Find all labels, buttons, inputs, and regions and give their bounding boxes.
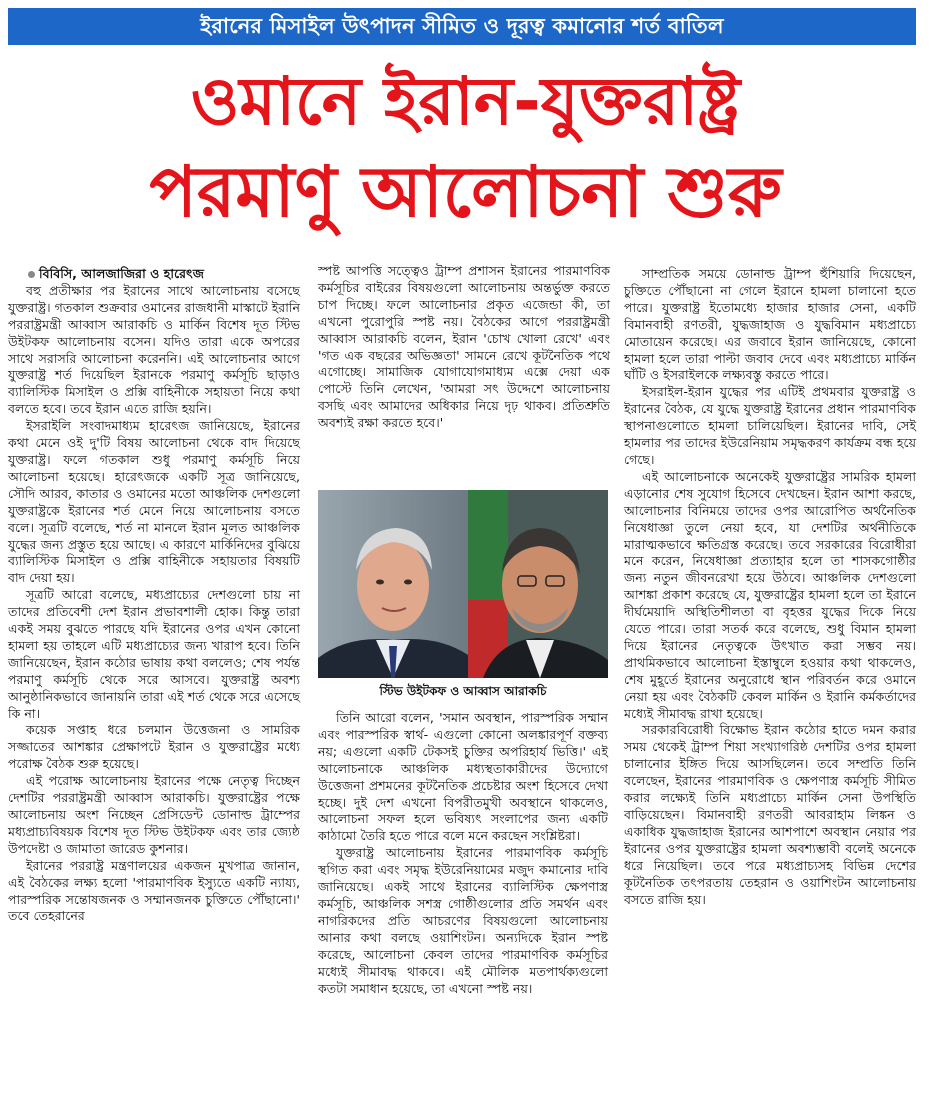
article-column-2-top: [318, 263, 610, 432]
paragraph: সূত্রটি আরো বলেছে, মধ্যপ্রাচ্যের দেশগুলো চায় না তাদের প্রতিবেশী দেশ ইরান প্রভাবশালী হোক। কিন্তু তারা একই সময় বুঝতে পারছে যদি ইরানের ওপর এখন কোনো হামলা হয় তাহলে এটি মধ্যপ্রাচ্যের জন্য খারাপ হবে। তিনি জানিয়েছেন, ইরান কঠোর ভাষায় কথা বললেও; শেষ পর্যন্ত পরমাণু কর্মসূচি থেকে সরে আসবে। যুক্তরাষ্ট্র অবশ্য আনুষ্ঠানিকভাবে জানায়নি তারা এই শর্ত থেকে সরে এসেছে কি না।: [8, 587, 300, 721]
byline: [8, 266, 300, 283]
headline-line-2: পরমাণু আলোচনা শুরু: [149, 151, 782, 233]
paragraph: তিনি আরো বলেন, 'সমান অবস্থান, পারস্পরিক সম্মান এবং পারস্পরিক স্বার্থ- এগুলো কোনো অলঙ্কারপূর্ণ বক্তব্য নয়; এগুলো একটি টেকসই চুক্তির অপরিহার্য ভিত্তি।' এই আলোচনাকে আঞ্চলিক মধ্যস্থতাকারীদের উদ্যোগে উত্তেজনা প্রশমনের কূটনৈতিক প্রচেষ্টার অংশ হিসেবে দেখা হচ্ছে। দুই দেশ এখনো বিপরীতমুখী অবস্থানে থাকলেও, আলোচনা সফল হলে ভবিষ্যৎ সংলাপের জন্য একটি কাঠামো তৈরি হতে পারে বলে মনে করছেন সংশ্লিষ্টরা।: [318, 710, 608, 844]
photo-caption: স্টিভ উইটকফ ও আব্বাস আরাকচি: [379, 684, 547, 698]
headline: [0, 58, 931, 248]
paragraph: ইরানের পররাষ্ট্র মন্ত্রণালয়ের একজন মুখপাত্র জানান, এই বৈঠকের লক্ষ্য হলো 'পারমাণবিক ইস্যুতে একটি ন্যায্য, পারস্পরিক সন্তোষজনক ও সম্মানজনক চুক্তিতে পৌঁছানো।' তবে তেহরানের: [8, 857, 300, 924]
headline-line-1: ওমানে ইরান-যুক্তরাষ্ট্র: [190, 63, 741, 140]
photo-illustration: [318, 490, 608, 678]
paragraph: বহু প্রতীক্ষার পর ইরানের সাথে আলোচনায় বসেছে যুক্তরাষ্ট্র। গতকাল শুক্রবার ওমানের রাজধানী মাস্কাটে ইরানি পররাষ্ট্রমন্ত্রী আব্বাস আরাকচি ও মার্কিন বিশেষ দূত স্টিভ উইটকফ আলোচনায় বসেন। যদিও তারা একে অপরের সাথে সরাসরি আলোচনা করেননি। এই আলোচনার আগে যুক্তরাষ্ট্র শর্ত দিয়েছিল ইরানকে পরমাণু কর্মসূচি ছাড়াও ব্যালিস্টিক মিসাইল ও প্রক্সি বাহিনীকে সহায়তা নিয়ে কথা বলতে হবে। তবে ইরান এতে রাজি হয়নি।: [8, 282, 300, 417]
paragraph: সরকারবিরোধী বিক্ষোভ ইরান কঠোর হাতে দমন করার সময় থেকেই ট্রাম্প শিয়া সংখ্যাগরিষ্ঠ দেশটির ওপর হামলা চালানোর ইঙ্গিত দিয়ে আসছিলেন। তবে সম্প্রতি তিনি বলেছেন, ইরানের পারমাণবিক ও ক্ষেপণাস্ত্র কর্মসূচি সীমিত করার লক্ষ্যেই তিনি মধ্যপ্রাচ্যে মার্কিন সেনা উপস্থিতি বাড়িয়েছেন। বিমানবাহী রণতরী আবরাহাম লিঙ্কন ও একাধিক যুদ্ধজাহাজ ইরানের আশপাশে অবস্থান নেয়ার পর ইরানের ওপর যুক্তরাষ্ট্রের হামলা অবশ্যম্ভাবী বলেই অনেকে ধরে নিয়েছিল। তবে পরে মধ্যপ্রাচ্যসহ বিভিন্ন দেশের কূটনৈতিক তৎপরতায় তেহরান ও ওয়াশিংটন আলোচনায় বসতে রাজি হয়।: [624, 722, 916, 907]
article-photo: [318, 490, 608, 678]
article-column-2-bottom: [318, 710, 608, 997]
paragraph: এই আলোচনাকে অনেকেই যুক্তরাষ্ট্রের সামরিক হামলা এড়ানোর শেষ সুযোগ হিসেবে দেখছেন। ইরান আশা করছে, আলোচনার বিনিময়ে তাদের ওপর আরোপিত অর্থনৈতিক নিষেধাজ্ঞা তুলে নেয়া হবে, যা দেশটির অর্থনীতিকে মারাত্মকভাবে ক্ষতিগ্রস্ত করেছে। তবে সরকারের বিরোধীরা মনে করেন, নিষেধাজ্ঞা প্রত্যাহার হলে তা শাসকগোষ্ঠীর জন্য নতুন জীবনরেখা হয়ে উঠবে। আঞ্চলিক দেশগুলো আশঙ্কা প্রকাশ করেছে যে, যুক্তরাষ্ট্রের হামলা হলে তা ইরানে দীর্ঘমেয়াদি অস্থিতিশীলতা বা বৃহত্তর যুদ্ধের দিকে নিয়ে যেতে পারে। তারা সতর্ক করে বলেছে, শুধু বিমান হামলা দিয়ে ইরানের নেতৃত্বকে উৎখাত করা সম্ভব নয়। প্রাথমিকভাবে আলোচনা ইস্তাম্বুলে হওয়ার কথা থাকলেও, শেষ মুহূর্তে ইরানের অনুরোধে স্থান পরিবর্তন করে ওমানে নেয়া হয় এবং বৈঠকটি কেবল মার্কিন ও ইরানি কর্মকর্তাদের মধ্যেই সীমাবদ্ধ রাখা হয়েছে।: [624, 468, 916, 721]
kicker-banner: ইরানের মিসাইল উৎপাদন সীমিত ও দূরত্ব কমানোর শর্ত বাতিল: [8, 8, 916, 45]
paragraph: কয়েক সপ্তাহ ধরে চলমান উত্তেজনা ও সামরিক সজ্জাতের আশঙ্কার প্রেক্ষাপটে ইরান ও যুক্তরাষ্ট্রের মধ্যে পরোক্ষ বৈঠক শুরু হয়েছে।: [8, 722, 300, 772]
paragraph: এই পরোক্ষ আলোচনায় ইরানের পক্ষে নেতৃত্ব দিচ্ছেন দেশটির পররাষ্ট্রমন্ত্রী আব্বাস আরাকচি। যুক্তরাষ্ট্রের পক্ষে আলোচনায় অংশ নিচ্ছেন প্রেসিডেন্ট ডোনাল্ড ট্রাম্পের মধ্যপ্রাচ্যবিষয়ক বিশেষ দূত স্টিভ উইটকফ এবং তার জ্যেষ্ঠ উপদেষ্টা ও জামাতা জারেড কুশনার।: [8, 773, 300, 856]
paragraph: ইসরাইল-ইরান যুদ্ধের পর এটিই প্রথমবার যুক্তরাষ্ট্র ও ইরানের বৈঠক, যে যুদ্ধে যুক্তরাষ্ট্র ইরানের প্রধান পারমাণবিক স্থাপনাগুলোতে হামলা চালিয়েছিল। ইরানের দাবি, সেই হামলার পর তাদের ইউরেনিয়াম সমৃদ্ধকরণ কার্যক্রম বন্ধ হয়ে গেছে।: [624, 384, 916, 467]
paragraph: স্পষ্ট আপত্তি সত্ত্বেও ট্রাম্প প্রশাসন ইরানের পারমাণবিক কর্মসূচির বাইরের বিষয়গুলো আলোচনায় অন্তর্ভুক্ত করতে চাপ দিচ্ছে। ফলে আলোচনার প্রকৃত এজেন্ডা কী, তা এখনো পুরোপুরি স্পষ্ট নয়। বৈঠকের আগে পররাষ্ট্রমন্ত্রী আব্বাস আরাকচি বলেন, ইরান 'চোখ খোলা রেখে' এবং 'গত এক বছরের অভিজ্ঞতা' সামনে রেখে কূটনৈতিক পথে এগোচ্ছে। সামাজিক যোগাযোগমাধ্যম এক্সে দেয়া এক পোস্টে তিনি লেখেন, 'আমরা সৎ উদ্দেশে আলোচনায় বসছি এবং আমাদের অধিকার নিয়ে দৃঢ় থাকব। প্রতিশ্রুতি অবশ্যই রক্ষা করতে হবে।': [318, 263, 610, 431]
article-column-1: [8, 266, 300, 925]
byline-text: বিবিসি, আলজাজিরা ও হারেৎজ: [39, 266, 205, 281]
paragraph: যুক্তরাষ্ট্র আলোচনায় ইরানের পারমাণবিক কর্মসূচি স্থগিত করা এবং সমৃদ্ধ ইউরেনিয়ামের মজুদ কমানোর দাবি জানিয়েছে। একই সাথে ইরানের ব্যালিস্টিক ক্ষেপণাস্ত্র কর্মসূচি, আঞ্চলিক সশস্ত্র গোষ্ঠীগুলোর প্রতি সমর্থন এবং নাগরিকদের প্রতি আচরণের বিষয়গুলো আলোচনায় আনার কথা বলছে ওয়াশিংটন। অন্যদিকে ইরান স্পষ্ট করেছে, আলোচনা কেবল তাদের পারমাণবিক কর্মসূচির মধ্যেই সীমাবদ্ধ থাকবে। এই মৌলিক মতপার্থক্যগুলো কতটা সমাধান হয়েছে, তা এখনো স্পষ্ট নয়।: [318, 845, 608, 996]
paragraph: ইসরাইলি সংবাদমাধ্যম হারেৎজ জানিয়েছে, ইরানের কথা মেনে ওই দু'টি বিষয় আলোচনা থেকে বাদ দিয়েছে যুক্তরাষ্ট্র। ফলে গতকাল শুধু পরমাণু কর্মসূচি নিয়ে আলোচনা হয়েছে। হারেৎজকে একটি সূত্র জানিয়েছে, সৌদি আরব, কাতার ও ওমানের মতো আঞ্চলিক দেশগুলো যুক্তরাষ্ট্রকে ইরানের শর্ত মেনে নিয়ে আলোচনায় বসতে বলে। সূত্রটি বলেছে, শর্ত না মানলে ইরান মূলত আঞ্চলিক যুদ্ধের জন্য প্রস্তুত হয়ে আছে। এ কারণে মার্কিনিদের বুঝিয়ে ব্যালিস্টিক মিসাইল ও প্রক্সি বাহিনীকে সহায়তার বিষয়টি বাদ দেয়া হয়।: [8, 418, 300, 586]
bullet-icon: [28, 271, 35, 278]
paragraph: সাম্প্রতিক সময়ে ডোনাল্ড ট্রাম্প হুঁশিয়ারি দিয়েছেন, চুক্তিতে পৌঁছানো না গেলে ইরানে হামলা চালানো হতে পারে। যুক্তরাষ্ট্র ইতোমধ্যে হাজার হাজার সেনা, একটি বিমানবাহী রণতরী, যুদ্ধজাহাজ ও যুদ্ধবিমান মধ্যপ্রাচ্যে মোতায়েন করেছে। এর জবাবে ইরান জানিয়েছে, কোনো হামলা হলে তারা পাল্টা জবাব দেবে এবং মধ্যপ্রাচ্যে মার্কিন ঘাঁটি ও ইসরাইলকে লক্ষ্যবস্তু করতে পারে।: [624, 266, 916, 383]
article-column-3: [624, 266, 916, 908]
